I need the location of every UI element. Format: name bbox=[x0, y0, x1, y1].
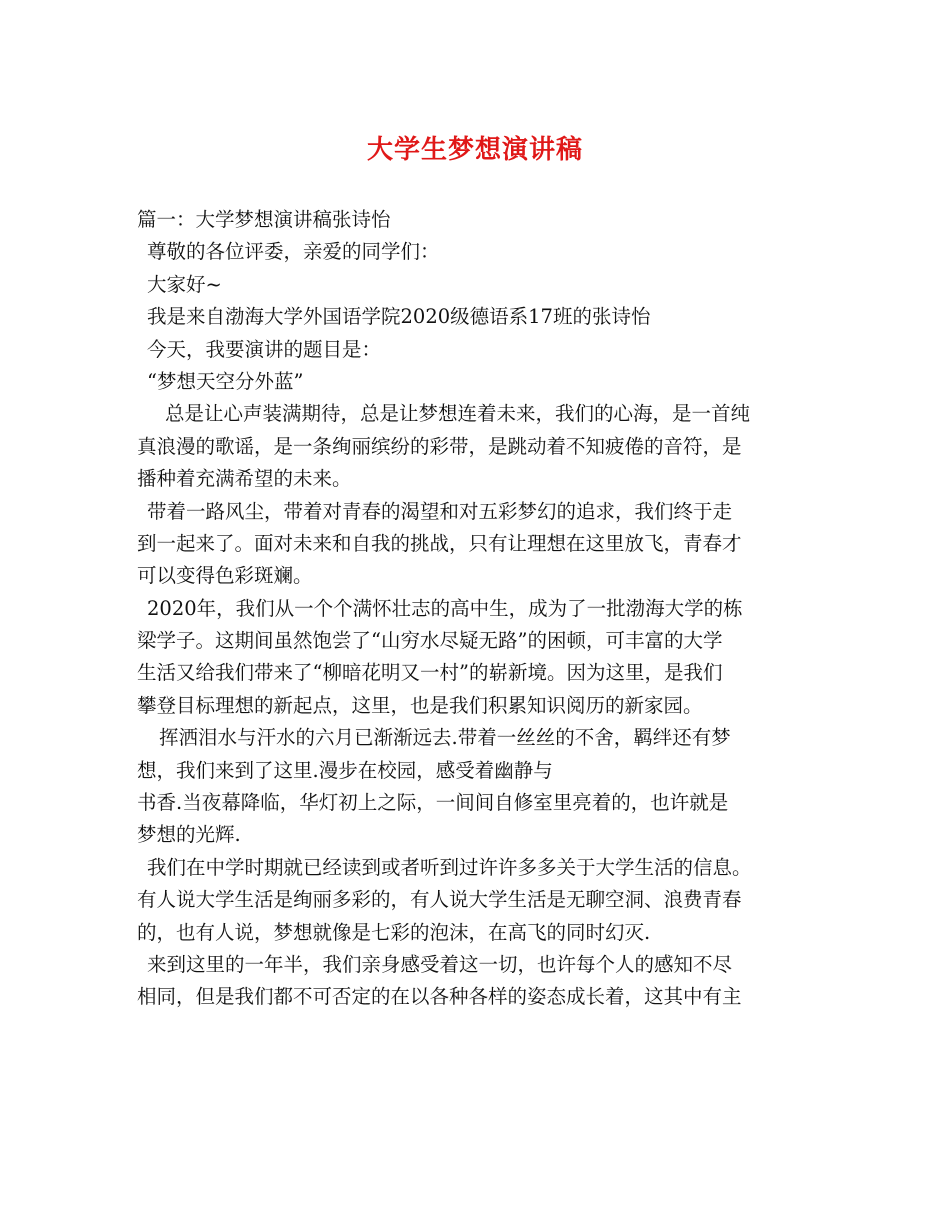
text-line: 可以变得色彩斑斓。 bbox=[137, 564, 313, 588]
text-line: 我是来自渤海大学外国语学院2020级德语系17班的张诗怡 bbox=[147, 305, 651, 329]
text-line: 挥洒泪水与汗水的六月已渐渐远去.带着一丝丝的不舍，羁绊还有梦 bbox=[159, 726, 731, 750]
text-line: 篇一：大学梦想演讲稿张诗怡 bbox=[137, 208, 391, 231]
text-line: 的，也有人说，梦想就像是七彩的泡沫，在高飞的同时幻灭. bbox=[137, 920, 651, 944]
text-line: 想，我们来到了这里.漫步在校园，感受着幽静与 bbox=[137, 758, 553, 782]
text-line: “梦想天空分外蓝” bbox=[147, 369, 304, 393]
text-line: 真浪漫的歌谣，是一条绚丽缤纷的彩带，是跳动着不知疲倦的音符，是 bbox=[137, 434, 742, 458]
text-line: 带着一路风尘，带着对青春的渴望和对五彩梦幻的追求，我们终于走 bbox=[147, 499, 733, 523]
text-line: 书香.当夜幕降临，华灯初上之际，一间间自修室里亮着的，也许就是 bbox=[137, 791, 729, 815]
document-title: 大学生梦想演讲稿 bbox=[366, 135, 583, 165]
document-body bbox=[137, 204, 827, 1014]
text-line: 相同，但是我们都不可否定的在以各种各样的姿态成长着，这其中有主 bbox=[137, 985, 742, 1009]
text-line: 梁学子。这期间虽然饱尝了“山穷水尽疑无路”的困顿，可丰富的大学 bbox=[137, 629, 723, 653]
text-line: 梦想的光辉. bbox=[137, 823, 241, 847]
text-line: 来到这里的一年半，我们亲身感受着这一切，也许每个人的感知不尽 bbox=[147, 952, 733, 976]
text-line: 今天，我要演讲的题目是： bbox=[147, 337, 382, 361]
text-line: 总是让心声装满期待，总是让梦想连着未来，我们的心海，是一首纯 bbox=[165, 402, 751, 426]
text-line: 攀登目标理想的新起点，这里，也是我们积累知识阅历的新家园。 bbox=[137, 693, 703, 717]
text-line: 我们在中学时期就已经读到或者听到过许许多多关于大学生活的信息。 bbox=[147, 855, 752, 879]
text-line: 生活又给我们带来了“柳暗花明又一村”的崭新境。因为这里，是我们 bbox=[137, 661, 723, 685]
text-line: 2020年，我们从一个个满怀壮志的高中生，成为了一批渤海大学的栋 bbox=[147, 596, 743, 620]
text-line: 播种着充满希望的未来。 bbox=[137, 467, 352, 491]
text-line: 大家好~ bbox=[147, 272, 222, 296]
text-line: 有人说大学生活是绚丽多彩的，有人说大学生活是无聊空洞、浪费青春 bbox=[137, 888, 742, 912]
text-line: 到一起来了。面对未来和自我的挑战，只有让理想在这里放飞，青春才 bbox=[137, 531, 742, 555]
text-line: 尊敬的各位评委，亲爱的同学们： bbox=[147, 240, 440, 264]
